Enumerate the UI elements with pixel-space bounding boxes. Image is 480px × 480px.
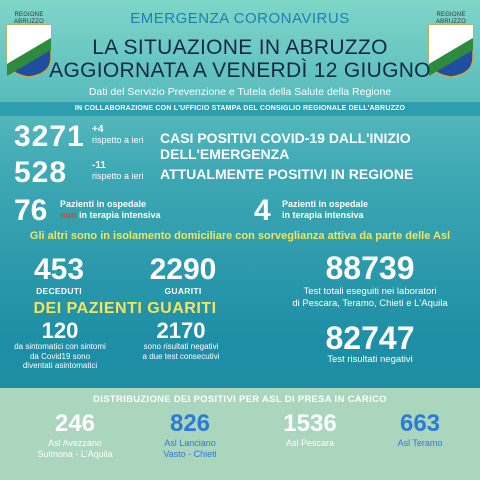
- recovered-value: 2290: [149, 253, 217, 286]
- top-title: EMERGENZA CORONAVIRUS: [130, 10, 350, 27]
- collaboration-banner: IN COLLABORAZIONE CON L'UFFICIO STAMPA DEL CONSIGLIO REGIONALE DELL'ABRUZZO: [0, 102, 480, 116]
- total-positives-label: CASI POSITIVI COVID-19 DALL'INIZIO DELL'EMERGENZA: [160, 130, 411, 162]
- negative-twice-desc: [126, 342, 236, 361]
- asl-item: [20, 410, 130, 460]
- asl-value: 663: [399, 410, 441, 437]
- hospital-non-icu-line2: in terapia intensiva: [79, 210, 161, 220]
- hospital-icu-line1: Pazienti in ospedale: [282, 199, 369, 209]
- negative-twice-desc-line2: a due test consecutivi: [142, 351, 220, 361]
- hospital-icu-line2: in terapia intensiva: [282, 210, 364, 220]
- hospital-icu-label: [282, 199, 368, 221]
- negative-tests-stat: [270, 322, 470, 365]
- tests-stat: [270, 252, 470, 310]
- current-positives-delta: [92, 160, 144, 181]
- deaths-stat: [24, 254, 94, 296]
- asl-item: [140, 410, 240, 460]
- hospital-icu-value: 4: [254, 194, 271, 227]
- negative-tests-desc: Test risultati negativi: [327, 354, 413, 365]
- asymptomatic-value: 120: [41, 318, 79, 343]
- asl-name-line1: Asl Avezzano: [48, 438, 102, 448]
- tests-value: 88739: [325, 250, 415, 286]
- isolation-note: Gli altri sono in isolamento domiciliare con sorveglianza attiva da parte delle Asl: [29, 230, 451, 242]
- asymptomatic-desc: [2, 342, 118, 371]
- subtitle: Dati del Servizio Prevenzione e Tutela della Salute della Regione: [88, 86, 392, 98]
- deaths-label: DECEDUTI: [36, 286, 82, 296]
- negative-twice-value: 2170: [156, 318, 206, 343]
- tests-desc: [270, 286, 470, 310]
- current-positives-value: 528: [14, 156, 68, 189]
- asymptomatic-stat: [2, 320, 118, 371]
- hospital-non-icu-non: non: [60, 210, 77, 220]
- asymptomatic-desc-line3: diventati asintomatici: [22, 361, 98, 370]
- hospital-non-icu-label: [60, 199, 161, 221]
- recovered-detail-title: DEI PAZIENTI GUARITI: [33, 300, 217, 317]
- asl-item: [260, 410, 360, 449]
- tests-desc-line2: di Pescara, Teramo, Chieti e L'Aquila: [292, 298, 448, 309]
- asl-name-line1: Asl Teramo: [397, 438, 443, 448]
- asl-item: [380, 410, 460, 449]
- total-positives-value: 3271: [14, 120, 85, 153]
- negative-twice-desc-line1: sono risultati negativi: [143, 342, 219, 351]
- asymptomatic-desc-line2: da Covid19 sono: [29, 351, 91, 361]
- current-positives-label: ATTUALMENTE POSITIVI IN REGIONE: [160, 166, 414, 182]
- negative-twice-stat: [126, 320, 236, 361]
- asl-value: 1536: [283, 410, 337, 437]
- hospital-non-icu-value: 76: [14, 194, 48, 227]
- asl-panel-title: DISTRIBUZIONE DEI POSITIVI PER ASL DI PRESA IN CARICO: [93, 394, 387, 405]
- tests-desc-line1: Test totali eseguiti nei laboratori: [303, 286, 437, 297]
- asl-name-line1: Asl Pescara: [285, 438, 335, 448]
- total-delta-value: +4: [92, 124, 104, 135]
- total-positives-delta: [92, 124, 144, 145]
- recovered-label: GUARITI: [164, 286, 202, 296]
- asl-name-line2: Sulmona - L'Aquila: [37, 449, 113, 459]
- asl-name-line1: Asl Lanciano: [164, 438, 216, 448]
- page-title-line1: LA SITUAZIONE IN ABRUZZO: [92, 36, 388, 59]
- asl-value: 246: [54, 410, 96, 437]
- total-delta-text: rispetto a ieri: [92, 135, 144, 145]
- region-logo-label: REGIONE ABRUZZO: [435, 12, 467, 25]
- region-logo-label: REGIONE ABRUZZO: [13, 12, 45, 25]
- asl-value: 826: [169, 410, 211, 437]
- current-delta-value: -11: [92, 160, 106, 171]
- asl-name-line2: Vasto - Chieti: [163, 449, 217, 459]
- asymptomatic-desc-line1: da sintomatici con sintomi: [14, 342, 106, 351]
- page-title: [0, 36, 480, 82]
- hospital-non-icu-line1: Pazienti in ospedale: [60, 199, 147, 209]
- current-delta-text: rispetto a ieri: [92, 171, 144, 181]
- deaths-value: 453: [33, 253, 85, 286]
- page-title-line2: AGGIORNATA A VENERDÌ 12 GIUGNO: [49, 59, 431, 82]
- recovered-stat: [138, 254, 228, 296]
- negative-tests-value: 82747: [325, 320, 415, 356]
